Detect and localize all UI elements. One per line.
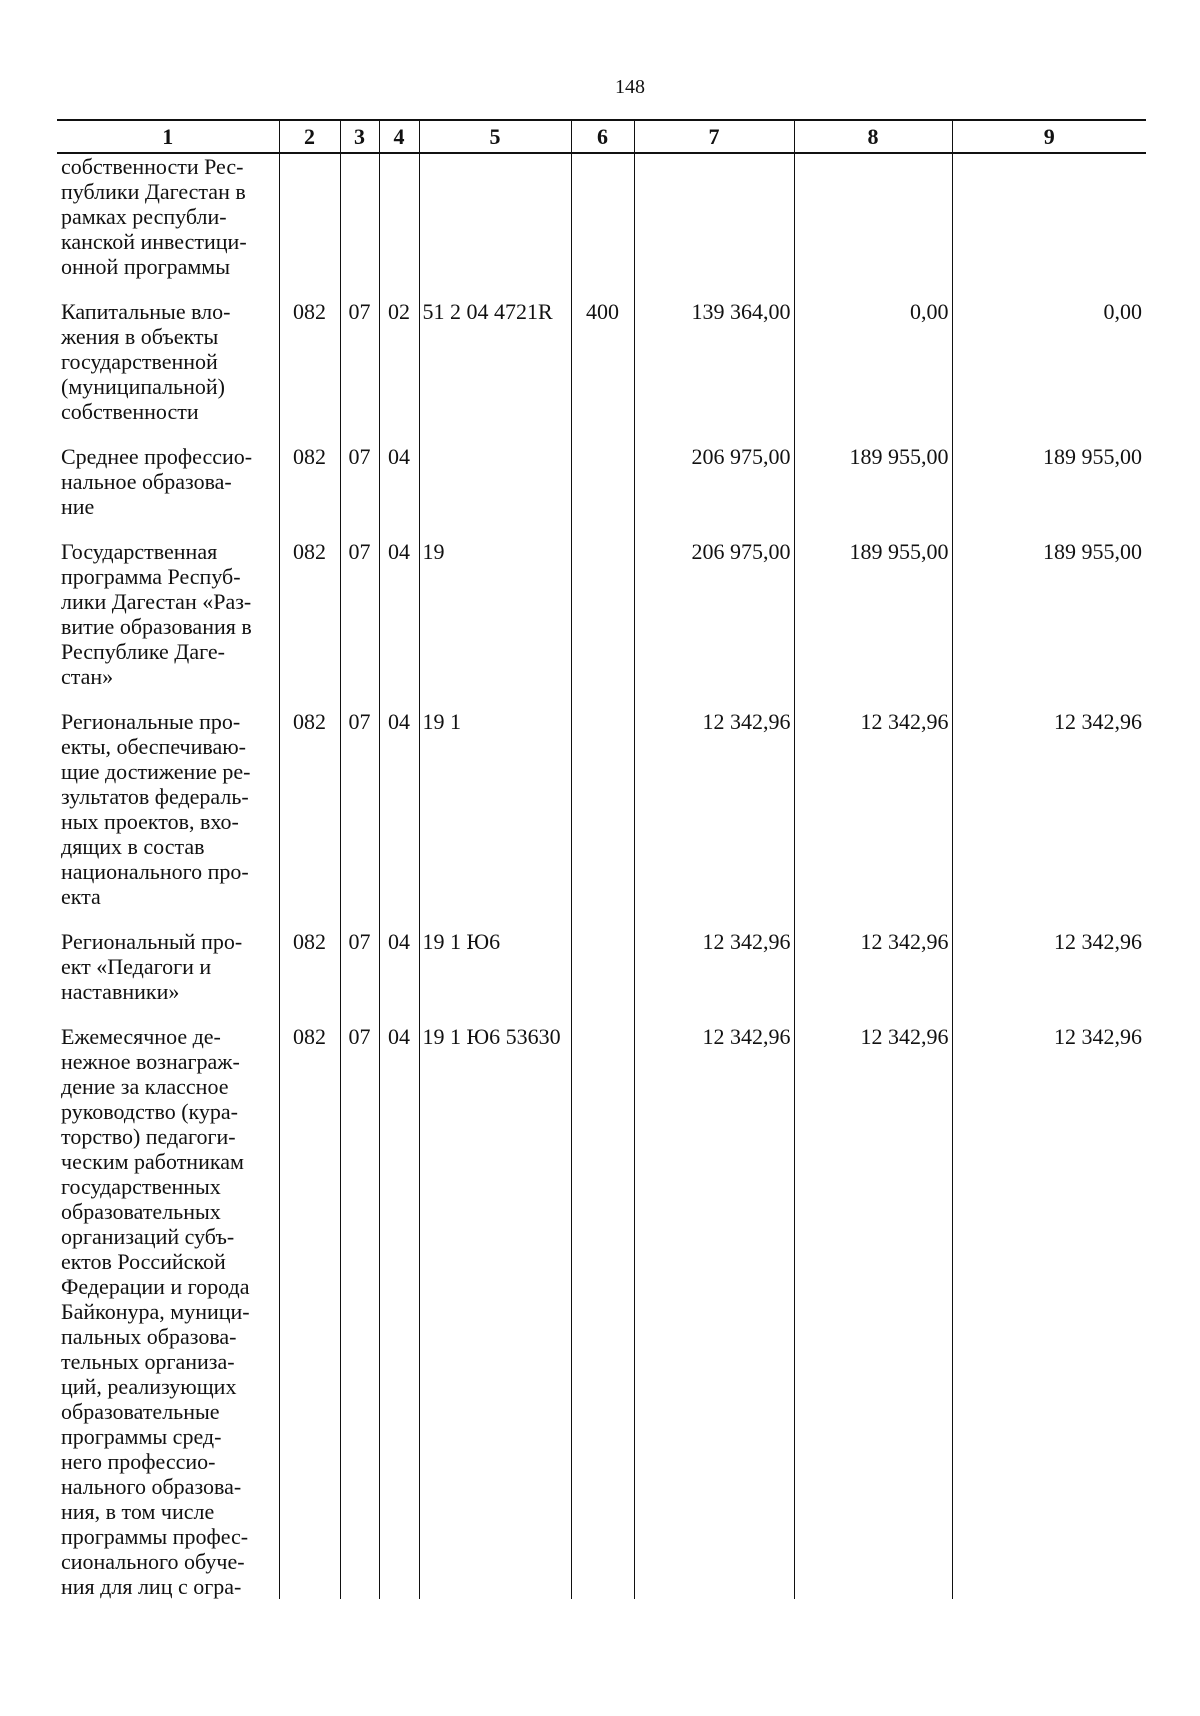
section-code-cell: 07 xyxy=(340,929,379,1024)
table-row xyxy=(57,929,1146,1024)
row-name-cell: Ежемесячное де- нежное вознаграж- дение за классное руководство (кура- торство) педагоги- ческим работникам государственных образовательных организаций субъ- ектов Российской Федерации и города Байконура, муници- пальных образова- тельных организа- ций, реализующих образовательные программы сред- него профессио- нального образова- ния, в том числе программы профес- сионального обуче- ния для лиц с огра- xyxy=(61,1024,250,1599)
row-name-cell: Капитальные вло- жения в объекты государственной (муниципальной) собственности xyxy=(61,299,231,424)
amount-col8-cell xyxy=(794,153,952,299)
expense-type-cell xyxy=(571,1024,634,1599)
section-code-cell: 07 xyxy=(340,444,379,539)
amount-col8-cell: 12 342,96 xyxy=(794,1024,952,1599)
section-code-cell xyxy=(340,153,379,299)
section-code-cell: 07 xyxy=(340,539,379,709)
column-header-3: 3 xyxy=(340,120,379,153)
row-name-cell: Региональный про- ект «Педагоги и наставники» xyxy=(61,929,243,1004)
target-article-cell: 51 2 04 4721R xyxy=(419,299,571,444)
table-row xyxy=(57,709,1146,929)
target-article-cell: 19 1 Ю6 xyxy=(419,929,571,1024)
table-header-row xyxy=(57,120,1146,153)
expense-type-cell xyxy=(571,153,634,299)
ministry-code-cell: 082 xyxy=(279,444,340,539)
amount-col8-cell: 189 955,00 xyxy=(794,444,952,539)
subsection-code-cell: 04 xyxy=(379,539,419,709)
row-name-cell: Среднее профессио- нальное образова- ние xyxy=(61,444,253,519)
ministry-code-cell: 082 xyxy=(279,299,340,444)
amount-col9-cell: 12 342,96 xyxy=(952,929,1146,1024)
amount-col7-cell: 206 975,00 xyxy=(634,539,794,709)
target-article-cell: 19 1 Ю6 53630 xyxy=(419,1024,571,1599)
expense-type-cell xyxy=(571,929,634,1024)
amount-col9-cell: 0,00 xyxy=(952,299,1146,444)
column-header-5: 5 xyxy=(419,120,571,153)
table-row xyxy=(57,1024,1146,1599)
amount-col8-cell: 12 342,96 xyxy=(794,929,952,1024)
expense-type-cell xyxy=(571,444,634,539)
row-name-cell: Региональные про- екты, обеспечиваю- щие достижение ре- зультатов федераль- ных проектов, вхо- дящих в состав национального про- екта xyxy=(61,709,251,909)
column-header-1: 1 xyxy=(57,120,279,153)
amount-col7-cell: 206 975,00 xyxy=(634,444,794,539)
column-header-6: 6 xyxy=(571,120,634,153)
amount-col7-cell: 139 364,00 xyxy=(634,299,794,444)
table-row xyxy=(57,299,1146,444)
page-number: 148 xyxy=(615,76,645,98)
column-header-7: 7 xyxy=(634,120,794,153)
section-code-cell: 07 xyxy=(340,299,379,444)
budget-table xyxy=(57,119,1146,1599)
expense-type-cell xyxy=(571,539,634,709)
ministry-code-cell: 082 xyxy=(279,539,340,709)
amount-col9-cell: 189 955,00 xyxy=(952,444,1146,539)
amount-col7-cell xyxy=(634,153,794,299)
column-header-2: 2 xyxy=(279,120,340,153)
subsection-code-cell xyxy=(379,153,419,299)
table-row xyxy=(57,153,1146,299)
ministry-code-cell: 082 xyxy=(279,1024,340,1599)
table-row xyxy=(57,539,1146,709)
amount-col8-cell: 189 955,00 xyxy=(794,539,952,709)
amount-col7-cell: 12 342,96 xyxy=(634,1024,794,1599)
ministry-code-cell xyxy=(279,153,340,299)
column-header-9: 9 xyxy=(952,120,1146,153)
amount-col9-cell xyxy=(952,153,1146,299)
expense-type-cell xyxy=(571,709,634,929)
amount-col9-cell: 12 342,96 xyxy=(952,709,1146,929)
subsection-code-cell: 04 xyxy=(379,929,419,1024)
amount-col7-cell: 12 342,96 xyxy=(634,709,794,929)
table-row xyxy=(57,444,1146,539)
amount-col7-cell: 12 342,96 xyxy=(634,929,794,1024)
row-name-cell: собственности Рес- публики Дагестан в рамках республи- канской инвестици- онной программы xyxy=(61,154,247,279)
target-article-cell: 19 xyxy=(419,539,571,709)
target-article-cell xyxy=(419,444,571,539)
amount-col9-cell: 189 955,00 xyxy=(952,539,1146,709)
amount-col8-cell: 12 342,96 xyxy=(794,709,952,929)
column-header-4: 4 xyxy=(379,120,419,153)
subsection-code-cell: 02 xyxy=(379,299,419,444)
row-name-cell: Государственная программа Респуб- лики Дагестан «Раз- витие образования в Республике Даге- стан» xyxy=(61,539,252,689)
ministry-code-cell: 082 xyxy=(279,929,340,1024)
target-article-cell xyxy=(419,153,571,299)
target-article-cell: 19 1 xyxy=(419,709,571,929)
ministry-code-cell: 082 xyxy=(279,709,340,929)
section-code-cell: 07 xyxy=(340,709,379,929)
column-header-8: 8 xyxy=(794,120,952,153)
subsection-code-cell: 04 xyxy=(379,709,419,929)
expense-type-cell: 400 xyxy=(571,299,634,444)
amount-col9-cell: 12 342,96 xyxy=(952,1024,1146,1599)
subsection-code-cell: 04 xyxy=(379,1024,419,1599)
section-code-cell: 07 xyxy=(340,1024,379,1599)
amount-col8-cell: 0,00 xyxy=(794,299,952,444)
subsection-code-cell: 04 xyxy=(379,444,419,539)
